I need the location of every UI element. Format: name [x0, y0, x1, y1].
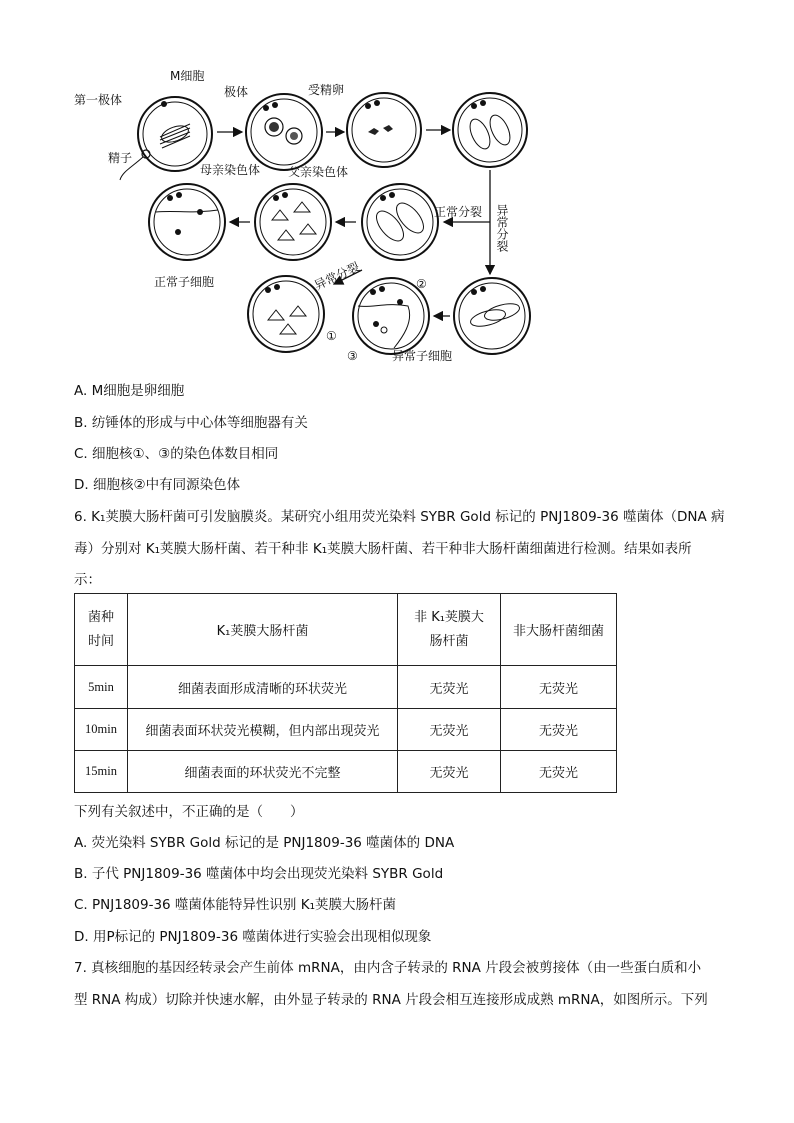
- q6-question: 下列有关叙述中，不正确的是（ ）: [74, 804, 304, 820]
- row-non-ecoli-result: 无荧光: [501, 751, 617, 793]
- q6-option-a: A. 荧光染料 SYBR Gold 标记的是 PNJ1809-36 噬菌体的 DNA: [74, 835, 455, 851]
- table-row: [75, 666, 617, 709]
- row-time: 10min: [75, 709, 128, 751]
- corner-bottom-label: 时间: [87, 633, 114, 649]
- label-fertilized-egg: 受精卵: [308, 83, 345, 97]
- row-non-ecoli-result: 无荧光: [501, 666, 617, 709]
- cell-4: [453, 93, 527, 167]
- table-row: [75, 751, 617, 793]
- normal-daughter-cells: [149, 184, 225, 260]
- q5-option-c: C. 细胞核①、③的染色体数目相同: [74, 446, 279, 462]
- table-row: [75, 709, 617, 751]
- q6-option-b: B. 子代 PNJ1809-36 噬菌体中均会出现荧光染料 SYBR Gold: [74, 866, 444, 882]
- q5-option-b: B. 纺锤体的形成与中心体等细胞器有关: [74, 415, 308, 431]
- row-non-k1-result: 无荧光: [398, 709, 501, 751]
- label-first-polar-body: 第一极体: [74, 93, 123, 107]
- row-time: 15min: [75, 751, 128, 793]
- cell-abnormal-metaphase: [454, 278, 530, 354]
- label-paternal-chromosome: 父亲染色体: [288, 165, 349, 179]
- q6-stem-line-2: 毒）分别对 K₁荚膜大肠杆菌、若干种非 K₁荚膜大肠杆菌、若干种非大肠杆菌细菌进行检测。结果如表所: [74, 541, 692, 557]
- fertilized-egg: [246, 94, 322, 170]
- q6-stem-line-3: 示：: [74, 572, 101, 588]
- cell-3: [347, 93, 421, 167]
- col-header-non-k1-line-2: 肠杆菌: [429, 633, 469, 649]
- row-time: 5min: [75, 666, 128, 709]
- label-abnormal-division-diag: 异常分裂: [312, 259, 362, 293]
- row-non-ecoli-result: 无荧光: [501, 709, 617, 751]
- row-k1-result: 细菌表面环状荧光模糊，但内部出现荧光: [128, 709, 398, 751]
- label-normal-daughter-cell: 正常子细胞: [154, 275, 215, 289]
- q7-stem-line-2: 型 RNA 构成）切除并快速水解，由外显子转录的 RNA 片段会相互连接形成成熟 mRNA，如图所示。下列: [74, 992, 708, 1008]
- label-m-cell: M细胞: [170, 69, 205, 83]
- cell-division-diagram: [72, 62, 542, 372]
- label-mark-2: ②: [416, 277, 427, 291]
- q5-option-a: A. M细胞是卵细胞: [74, 383, 185, 399]
- corner-top-label: 菌种: [87, 609, 114, 625]
- q7-stem-line-1: 7. 真核细胞的基因经转录会产生前体 mRNA，由内含子转录的 RNA 片段会被剪接体（由一些蛋白质和小: [74, 960, 702, 976]
- row-k1-result: 细菌表面的环状荧光不完整: [128, 751, 398, 793]
- table-header-row: [75, 594, 617, 666]
- col-header-non-ecoli: 非大肠杆菌细菌: [501, 594, 617, 666]
- label-abnormal-daughter-cell: 异常子细胞: [392, 349, 453, 363]
- cell-anaphase: [255, 184, 331, 260]
- label-polar-body: 极体: [224, 85, 249, 99]
- q6-option-c: C. PNJ1809-36 噬菌体能特异性识别 K₁荚膜大肠杆菌: [74, 897, 396, 913]
- row-non-k1-result: 无荧光: [398, 751, 501, 793]
- cell-metaphase: [362, 184, 438, 260]
- label-mark-3: ③: [347, 349, 358, 363]
- row-k1-result: 细菌表面形成清晰的环状荧光: [128, 666, 398, 709]
- results-table: [74, 593, 617, 793]
- col-header-non-k1-line-1: 非 K₁荚膜大: [414, 609, 484, 625]
- label-mark-1: ①: [326, 329, 337, 343]
- label-normal-division: 正常分裂: [434, 205, 483, 219]
- q5-option-d: D. 细胞核②中有同源染色体: [74, 477, 241, 493]
- col-header-k1: K₁荚膜大肠杆菌: [128, 594, 398, 666]
- q6-option-d: D. 用P标记的 PNJ1809-36 噬菌体进行实验会出现相似现象: [74, 929, 432, 945]
- m-cell: [138, 97, 212, 171]
- label-abnormal-division-vertical: 异常分裂: [495, 204, 509, 252]
- cell-abnormal-anaphase: [248, 276, 324, 352]
- label-maternal-chromosome: 母亲染色体: [200, 163, 261, 177]
- table-corner-cell: [75, 594, 128, 666]
- label-sperm: 精子: [108, 151, 133, 165]
- row-non-k1-result: 无荧光: [398, 666, 501, 709]
- q6-stem-line-1: 6. K₁荚膜大肠杆菌可引发脑膜炎。某研究小组用荧光染料 SYBR Gold 标记的 PNJ1809-36 噬菌体（DNA 病: [74, 509, 725, 525]
- col-header-non-k1: [398, 594, 501, 666]
